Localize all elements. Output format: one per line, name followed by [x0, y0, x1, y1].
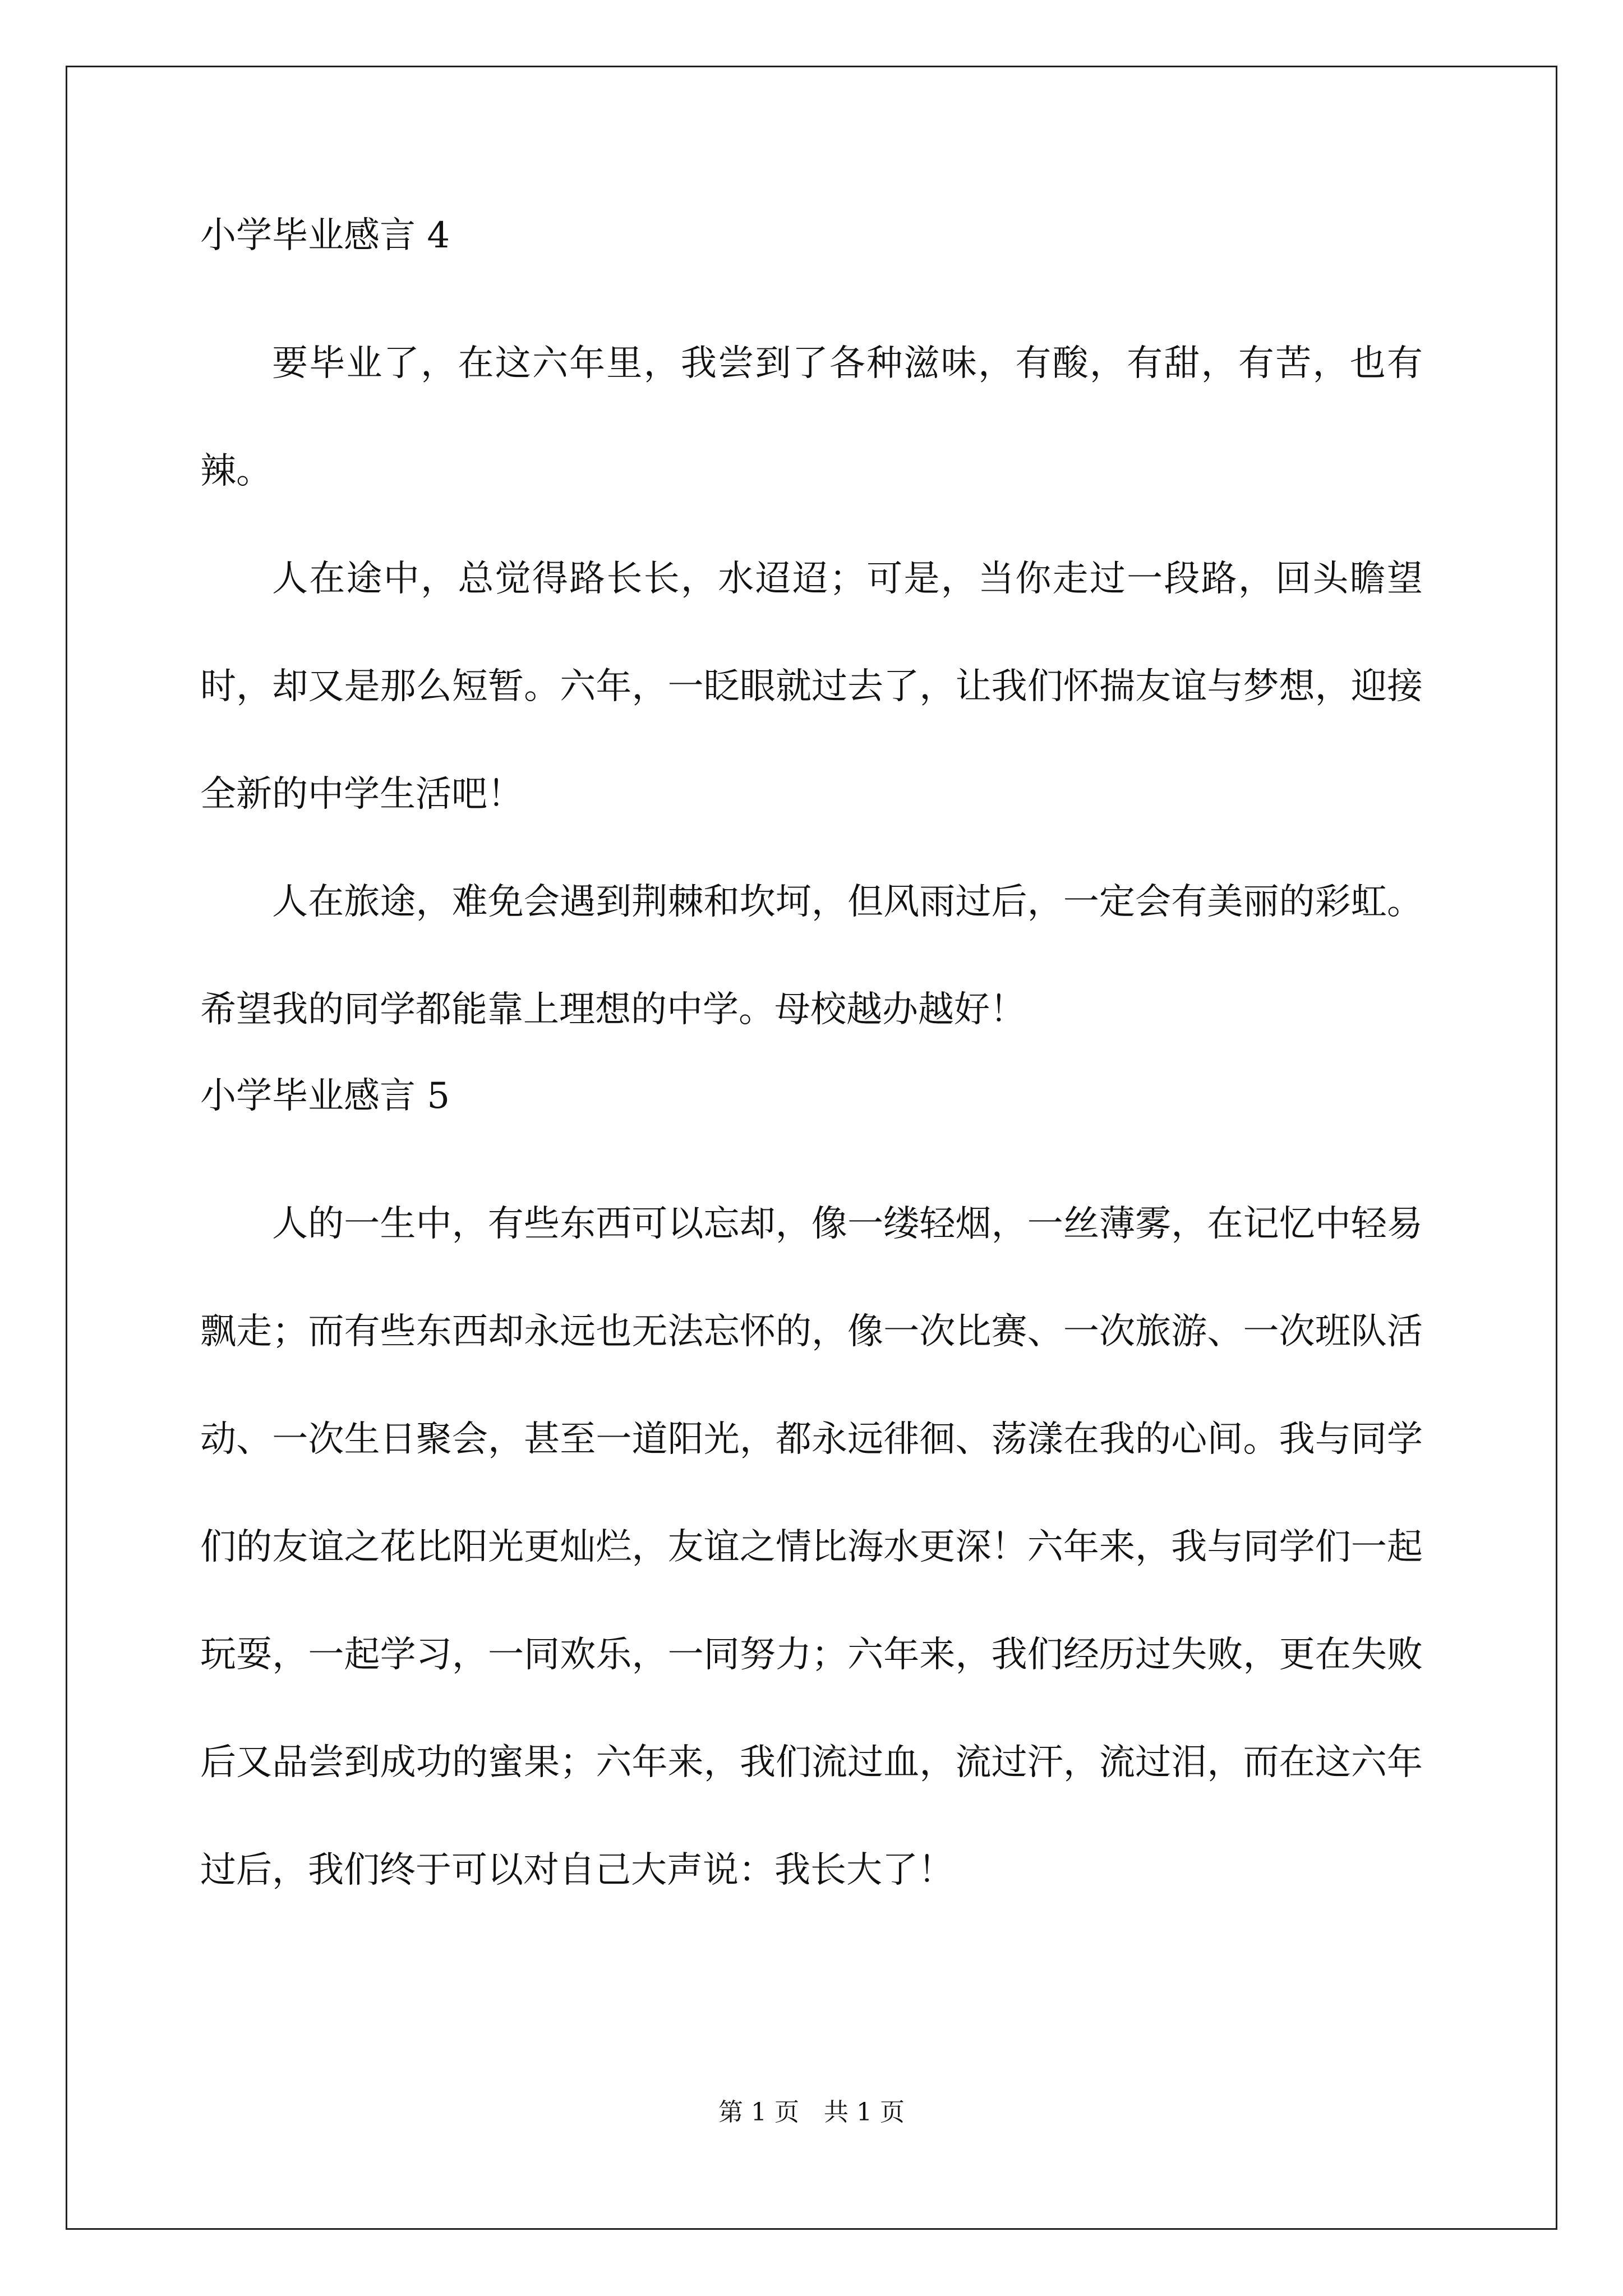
spacer	[200, 1064, 1423, 1068]
spacer	[200, 264, 1423, 310]
paragraph: 人的一生中，有些东西可以忘却，像一缕轻烟，一丝薄雾，在记忆中轻易飘走；而有些东西却永远也无法忘怀的，像一次比赛、一次旅游、一次班队活动、一次生日聚会，甚至一道阳光，都永远徘徊、荡漾在我的心间。我与同学们的友谊之花比阳光更灿烂，友谊之情比海水更深！六年来，我与同学们一起玩耍，一起学习，一同欢乐，一同努力；六年来，我们经历过失败，更在失败后又品尝到成功的蜜果；六年来，我们流过血，流过汗，流过泪，而在这六年过后，我们终于可以对自己大声说：我长大了！	[200, 1203, 1423, 1891]
paragraph: 要毕业了，在这六年里，我尝到了各种滋味，有酸，有甜，有苦，也有辣。	[200, 343, 1423, 492]
spacer	[200, 1124, 1423, 1170]
section-heading: 小学毕业感言 4	[200, 215, 450, 256]
page-footer: 第 1 页 共 1 页	[718, 2098, 905, 2127]
section-heading: 小学毕业感言 5	[200, 1075, 450, 1117]
paragraph: 人在途中，总觉得路长长，水迢迢；可是，当你走过一段路，回头瞻望时，却又是那么短暂。六年，一眨眼就过去了，让我们怀揣友谊与梦想，迎接全新的中学生活吧！	[200, 558, 1423, 815]
document-body	[200, 208, 1423, 1924]
paragraph: 人在旅途，难免会遇到荆棘和坎坷，但风雨过后，一定会有美丽的彩虹。希望我的同学都能靠上理想的中学。母校越办越好！	[200, 881, 1423, 1030]
